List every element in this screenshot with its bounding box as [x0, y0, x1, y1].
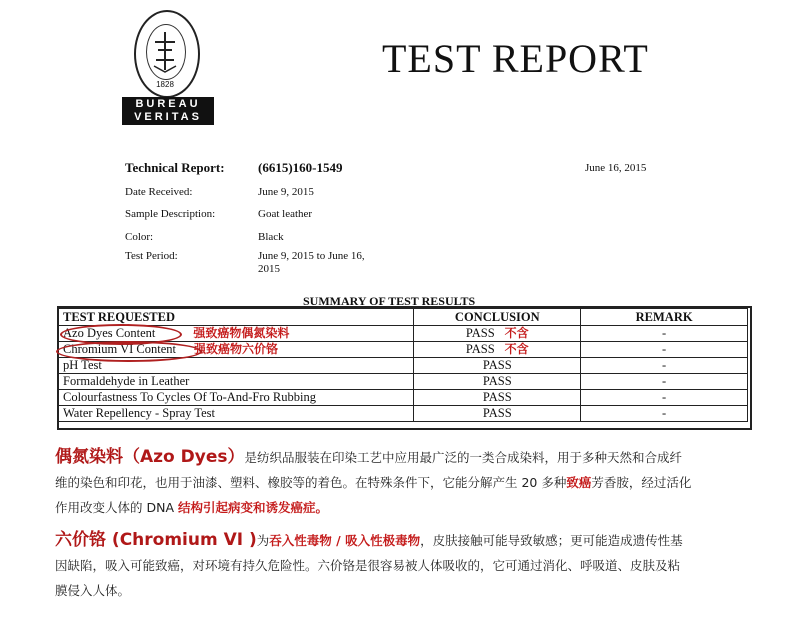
chromium-heading: 六价铬 (Chromium VI )	[55, 530, 257, 550]
date-received-value: June 9, 2015	[258, 186, 314, 198]
remark-value: -	[581, 358, 748, 374]
header-conclusion: CONCLUSION	[414, 309, 581, 326]
seal-figure-icon	[150, 30, 180, 74]
test-period-label: Test Period:	[125, 250, 178, 262]
results-table	[58, 308, 748, 422]
azo-note	[55, 445, 755, 520]
cr-text-1c: ，皮肤接触可能导致敏感；更可能造成遗传性基	[420, 533, 683, 548]
table-row	[59, 374, 748, 390]
remark-value: -	[581, 390, 748, 406]
page-title: TEST REPORT	[382, 36, 649, 81]
summary-title: SUMMARY OF TEST RESULTS	[303, 294, 476, 308]
azo-heading: 偶氮染料（Azo Dyes）	[55, 447, 245, 467]
test-period-value-line2: 2015	[258, 263, 280, 275]
chromium-note	[55, 528, 755, 603]
azo-text-2b: 致癌	[566, 475, 592, 490]
logo-word-bureau: BUREAU	[135, 98, 201, 110]
conclusion-value: PASS	[465, 326, 495, 340]
conclusion-value: PASS	[414, 374, 581, 390]
conclusion-value: PASS	[465, 342, 495, 356]
conclusion-value: PASS	[414, 358, 581, 374]
header-remark: REMARK	[581, 309, 748, 326]
cr-text-1b: 吞入性毒物 / 吸入性极毒物	[269, 533, 421, 548]
color-value: Black	[258, 231, 284, 243]
cr-text-3: 膜侵入人体。	[55, 583, 131, 598]
azo-text-2a: 维的染色和印花，也用于油漆、塑料、橡胶等的着色。在特殊条件下，它能分解产生 20 多种	[55, 475, 567, 490]
test-name: pH Test	[59, 358, 414, 374]
conclusion-annotation: 不含	[504, 326, 529, 340]
cr-text-1a: 为	[256, 533, 270, 548]
azo-text-3a: 作用改变人体的 DNA	[55, 500, 178, 515]
test-name: Formaldehyde in Leather	[59, 374, 414, 390]
header-test-requested: TEST REQUESTED	[59, 309, 414, 326]
test-name: Chromium VI Content	[63, 342, 176, 356]
table-row	[59, 406, 748, 422]
remark-value: -	[581, 406, 748, 422]
test-annotation: 强致癌物偶氮染料	[193, 326, 290, 340]
conclusion-annotation: 不含	[504, 342, 529, 356]
cr-text-2: 因缺陷，吸入可能致癌，对环境有持久危险性。六价铬是很容易被人体吸收的，它可通过消化、呼吸道、皮肤及粘	[55, 558, 681, 573]
remark-value: -	[581, 374, 748, 390]
remark-value: -	[581, 326, 748, 342]
color-label: Color:	[125, 231, 154, 243]
azo-text-2c: 芳香胺，经过活化	[591, 475, 692, 490]
test-period-value-line1: June 9, 2015 to June 16,	[258, 250, 365, 262]
table-header-row	[59, 309, 748, 326]
azo-text-1: 是纺织品服装在印染工艺中应用最广泛的一类合成染料，用于多种天然和合成纤	[244, 450, 683, 465]
test-annotation: 强致癌物六价铬	[193, 342, 278, 356]
date-received-label: Date Received:	[125, 186, 193, 198]
conclusion-value: PASS	[414, 390, 581, 406]
conclusion-value: PASS	[414, 406, 581, 422]
tech-report-label: Technical Report:	[125, 160, 225, 175]
seal-year: 1828	[156, 80, 174, 89]
azo-text-3b: 结构引起病变和诱发癌症。	[177, 500, 328, 515]
test-name: Water Repellency - Spray Test	[59, 406, 414, 422]
table-row	[59, 390, 748, 406]
test-name: Azo Dyes Content	[63, 326, 156, 340]
logo-word-veritas: VERITAS	[134, 111, 202, 123]
tech-report-value: (6615)160-1549	[258, 160, 343, 175]
sample-description-value: Goat leather	[258, 208, 313, 220]
sample-description-label: Sample Description:	[125, 208, 216, 220]
remark-value: -	[581, 342, 748, 358]
test-name: Colourfastness To Cycles Of To-And-Fro Rubbing	[59, 390, 414, 406]
highlight-ellipse-chromium	[56, 341, 202, 362]
report-date: June 16, 2015	[585, 162, 647, 174]
